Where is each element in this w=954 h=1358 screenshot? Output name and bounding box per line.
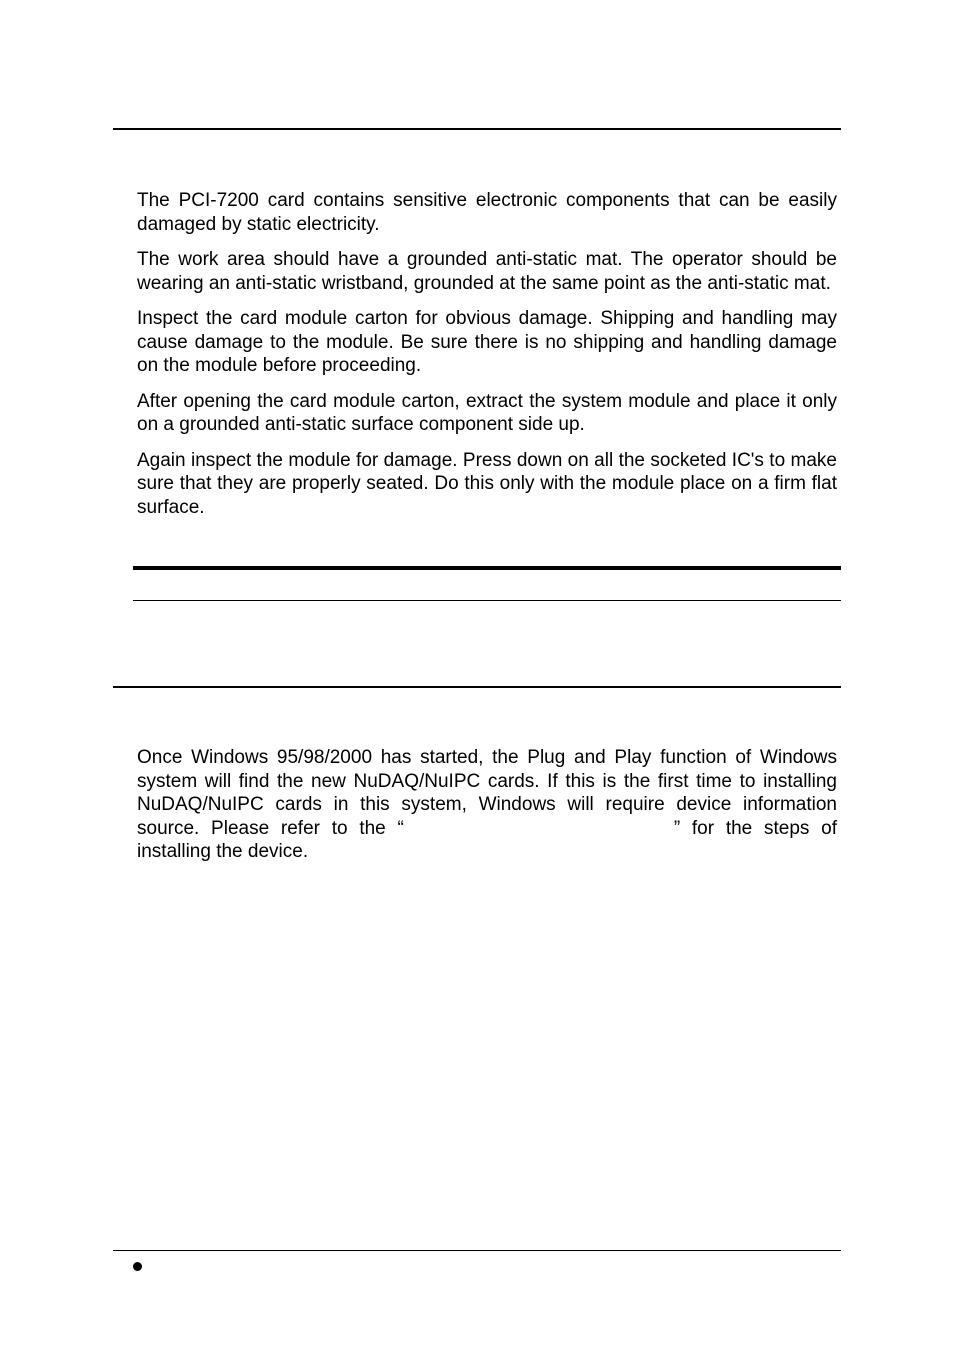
section-divider-thin [133, 600, 841, 601]
section-divider-thick [133, 566, 841, 570]
footer-rule [113, 1250, 841, 1251]
paragraph-static-warning: The PCI-7200 card contains sensitive electronic components that can be easily damaged by static electricity. [137, 190, 837, 235]
static-handling-section [137, 189, 837, 531]
paragraph-plug-and-play [137, 746, 837, 864]
paragraph-inspect-module: Again inspect the module for damage. Press down on all the socketed IC's to make sure that they are properly seated. Do this only with the module place on a firm flat surface. [137, 449, 837, 518]
paragraph-extract-module: After opening the card module carton, extract the system module and place it only on a grounded anti-static surface component side up. [137, 390, 837, 435]
footer-bullet-icon [133, 1262, 142, 1271]
paragraph-work-area: The work area should have a grounded anti-static mat. The operator should be wearing an anti-static wristband, grounded at the same point as the anti-static mat. [137, 249, 837, 294]
header-rule [113, 128, 841, 130]
installation-section [137, 746, 837, 876]
paragraph-inspect-carton: Inspect the card module carton for obvious damage. Shipping and handling may cause damage to the module. Be sure there is no shipping and handling damage on the module before proceeding. [137, 308, 837, 376]
paragraph-plug-and-play-start: Once Windows 95/98/2000 has started, the Plug and Play function of Windows system will find the new NuDAQ/NuIPC cards. If this is the first time to installing NuDAQ/NuIPC cards in this system, Windows will require device information source. Please refer to the “ [137, 747, 837, 839]
paragraph-plug-and-play-end: ” for the steps of installing the device. [137, 817, 837, 862]
section-heading-rule [113, 686, 841, 688]
